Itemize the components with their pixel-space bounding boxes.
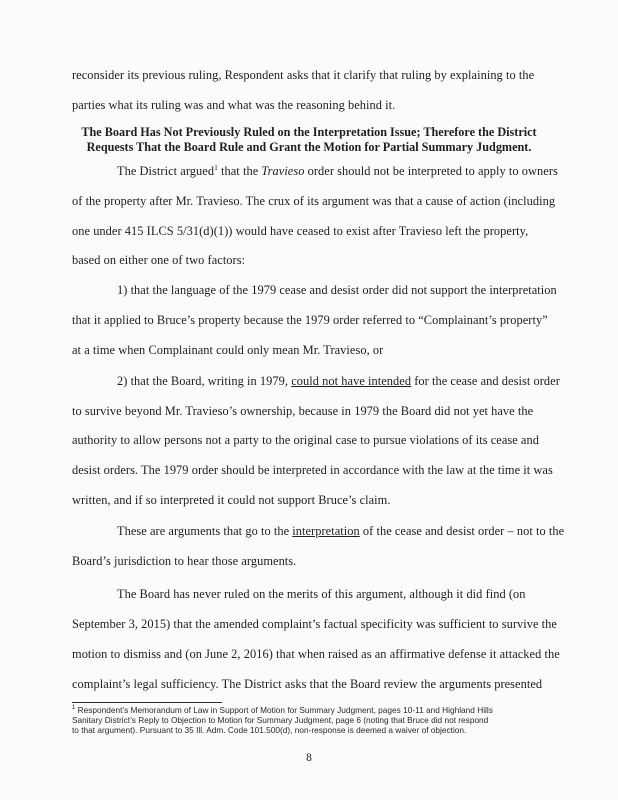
body-line: that it applied to Bruce’s property because the 1979 order referred to “Complainant’s property” xyxy=(72,313,548,327)
text-run: Respondent’s Memorandum of Law in Support of Motion for Summary Judgment, pages 10-11 and Highland Hills xyxy=(75,705,493,715)
case-name: Travieso xyxy=(261,164,305,178)
body-line: at a time when Complainant could only mean Mr. Travieso, or xyxy=(72,343,384,357)
text-run: for the cease and desist order xyxy=(411,374,560,388)
body-line xyxy=(117,524,564,538)
footnote-line: Sanitary District’s Reply to Objection to Motion for Summary Judgment, page 6 (noting that Bruce did not respond xyxy=(72,715,489,725)
section-heading-line-1: The Board Has Not Previously Ruled on the Interpretation Issue; Therefore the District xyxy=(81,125,537,139)
body-line: Board’s jurisdiction to hear those arguments. xyxy=(72,554,297,568)
body-line xyxy=(117,374,560,388)
body-line: parties what its ruling was and what was the reasoning behind it. xyxy=(72,98,396,112)
text-run: order should not be interpreted to apply to owners xyxy=(304,164,558,178)
body-line: one under 415 ILCS 5/31(d)(1)) would have ceased to exist after Travieso left the property, xyxy=(72,224,529,238)
text-run: The District argued xyxy=(117,164,215,178)
body-line: to survive beyond Mr. Travieso’s ownership, because in 1979 the Board did not yet have the xyxy=(72,404,534,418)
footnote-divider xyxy=(72,702,222,703)
body-line: motion to dismiss and (on June 2, 2016) that when raised as an affirmative defense it attacked the xyxy=(72,647,560,661)
body-line: reconsider its previous ruling, Respondent asks that it clarify that ruling by explaining to the xyxy=(72,68,535,82)
footnote-ref: 1 xyxy=(214,162,218,172)
body-line: 1) that the language of the 1979 cease and desist order did not support the interpretation xyxy=(117,283,557,297)
text-run: 2) that the Board, writing in 1979, xyxy=(117,374,292,388)
text-run: of the cease and desist order – not to the xyxy=(359,524,565,538)
underlined-text: could not have intended xyxy=(291,374,412,388)
body-line: The Board has never ruled on the merits of this argument, although it did find (on xyxy=(117,587,526,601)
text-run: These are arguments that go to the xyxy=(117,524,293,538)
section-heading-line-2: Requests That the Board Rule and Grant the Motion for Partial Summary Judgment. xyxy=(86,140,532,154)
body-line: desist orders. The 1979 order should be interpreted in accordance with the law at the time it was xyxy=(72,463,553,477)
footnote-line: to that argument). Pursuant to 35 Ill. Adm. Code 101.500(d), non-response is deemed a waiver of objection. xyxy=(72,725,467,735)
body-line: of the property after Mr. Travieso. The crux of its argument was that a cause of action (including xyxy=(72,194,556,208)
body-line: complaint’s legal sufficiency. The District asks that the Board review the arguments presented xyxy=(72,677,543,691)
body-line: written, and if so interpreted it could not support Bruce’s claim. xyxy=(72,493,391,507)
body-line: September 3, 2015) that the amended complaint’s factual specificity was sufficient to survive the xyxy=(72,617,557,631)
body-line: based on either one of two factors: xyxy=(72,253,246,267)
underlined-text: interpretation xyxy=(292,524,360,538)
footnote-line xyxy=(72,705,493,715)
footnote-marker: 1 xyxy=(72,705,76,712)
body-line xyxy=(117,164,558,178)
body-line: authority to allow persons not a party to the original case to pursue violations of its cease and xyxy=(72,433,539,447)
text-run: that the xyxy=(217,164,262,178)
page-number: 8 xyxy=(306,752,312,764)
